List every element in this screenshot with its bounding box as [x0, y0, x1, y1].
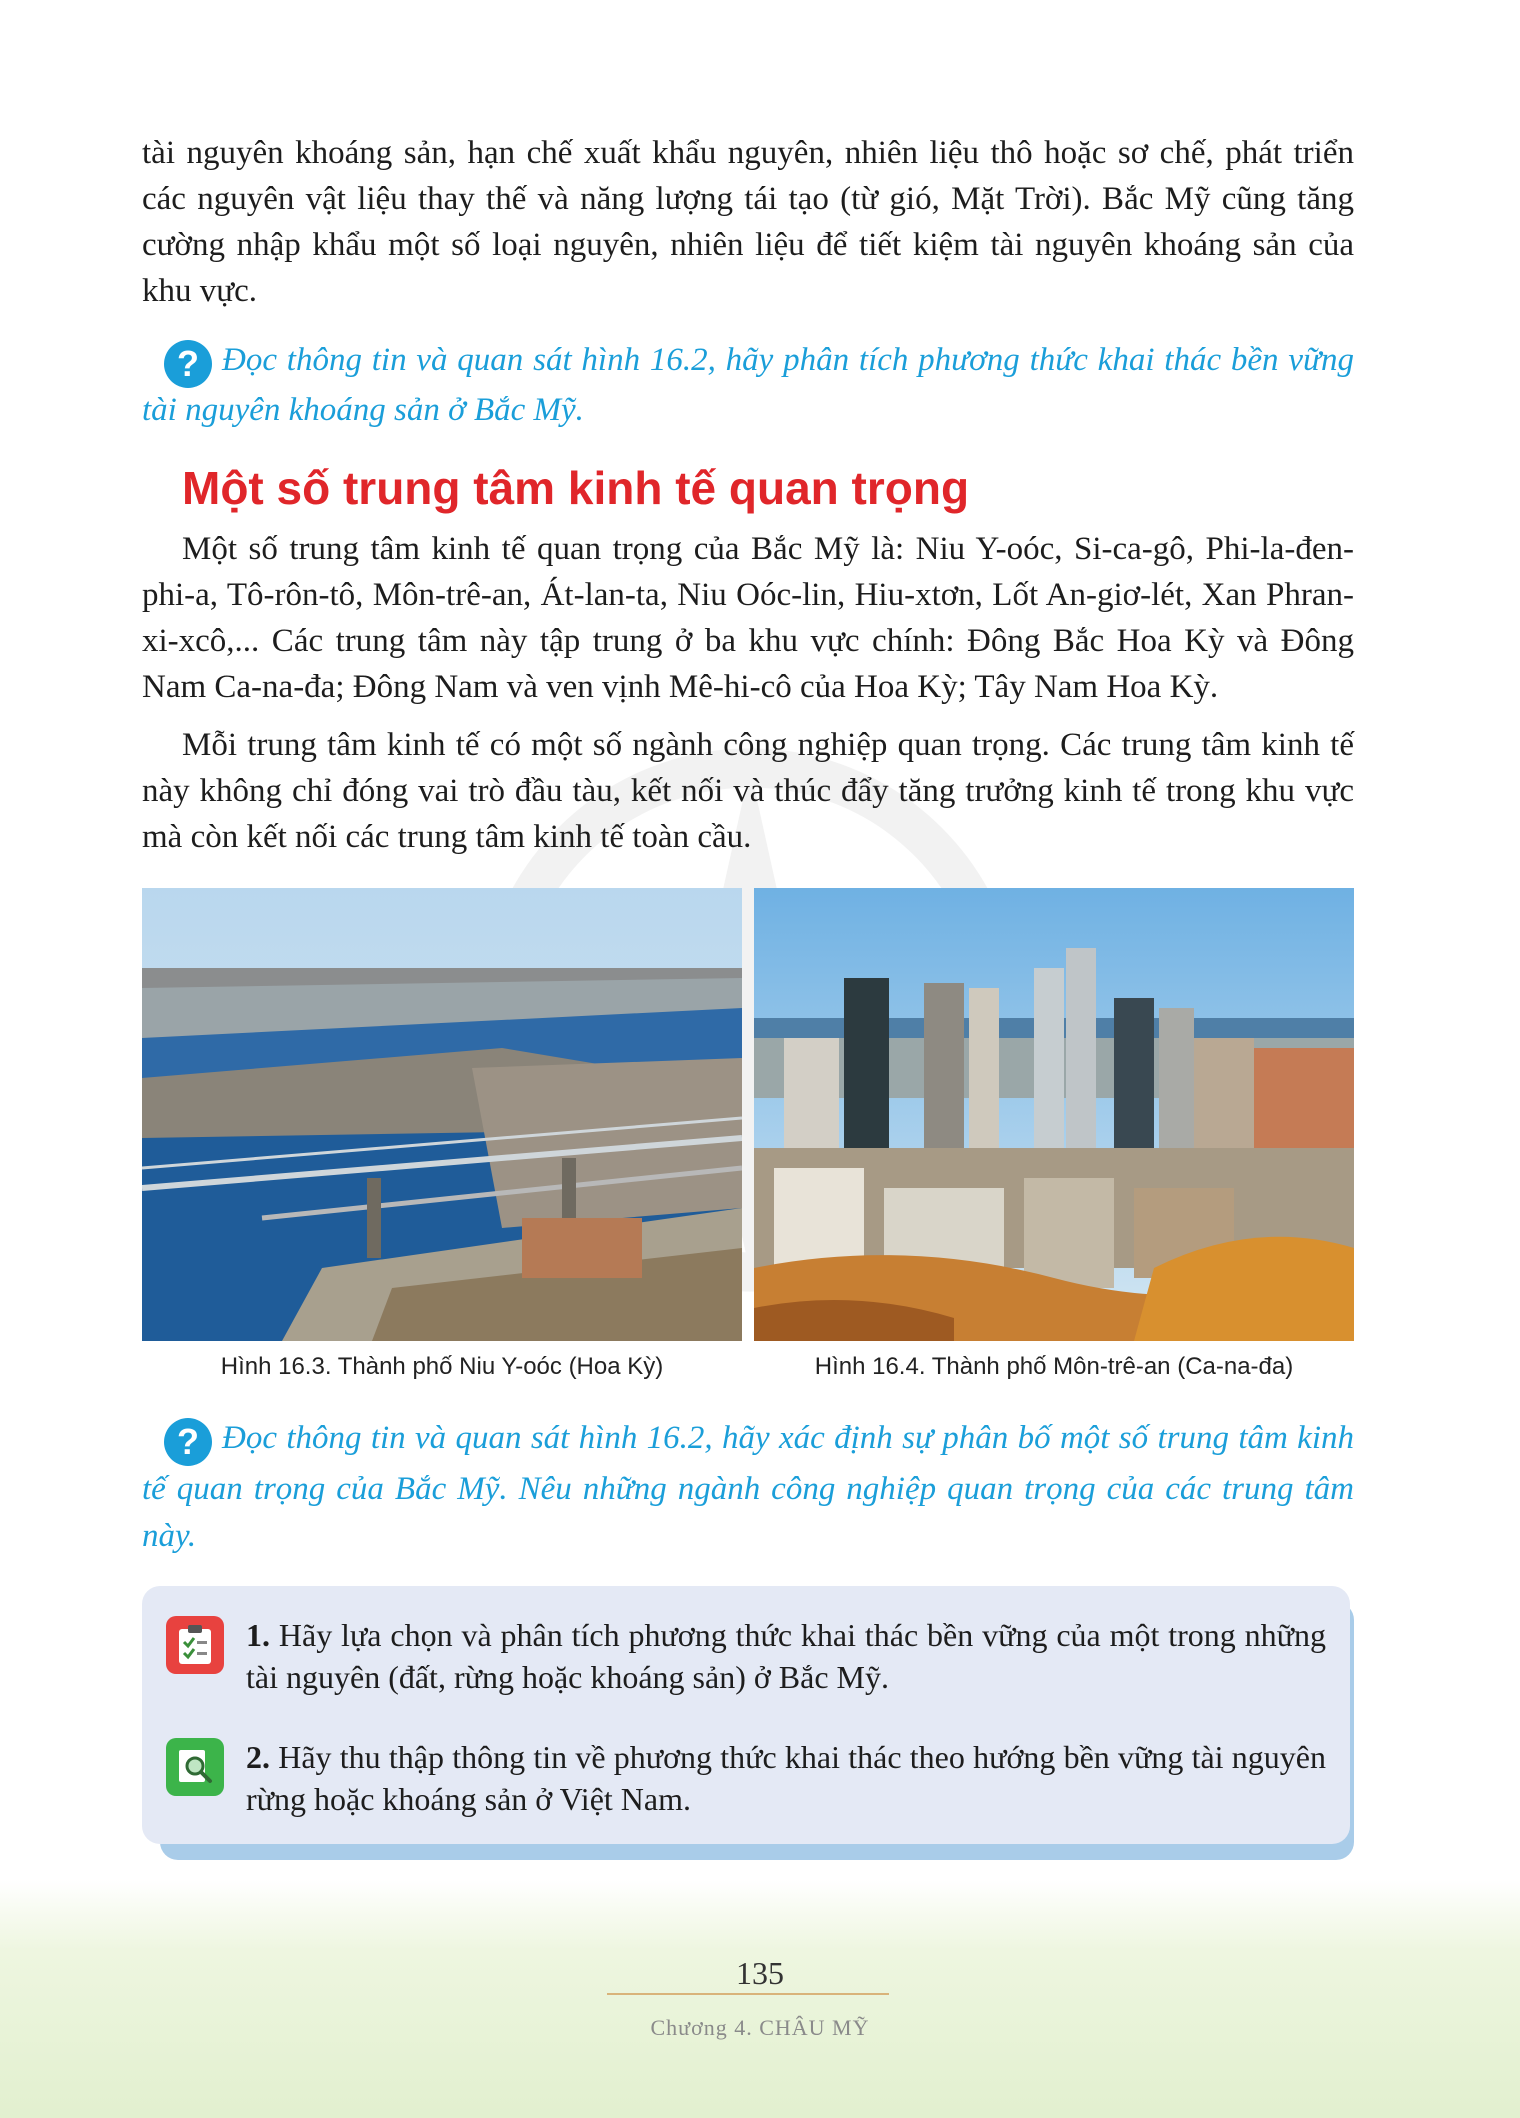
section-title: Một số trung tâm kinh tế quan trọng — [182, 462, 970, 514]
activity-item-2 — [166, 1736, 1326, 1820]
footer-divider — [607, 1993, 889, 1995]
page-number: 135 — [736, 1955, 784, 1991]
paragraph-economic-centers: Một số trung tâm kinh tế quan trọng của Bắc Mỹ là: Niu Y-oóc, Si-ca-gô, Phi-la-đen-phi-a, Tô-rôn-tô, Môn-trê-an, Át-lan-ta, Niu Oóc-lin, Hiu-xtơn, Lốt An-giơ-lét, Xan Phran-xi-xcô,... Các trung tâm này tập trung ở ba khu vực chính: Đông Bắc Hoa Kỳ và Đông Nam Ca-na-đa; Đông Nam và ven vịnh Mê-hi-cô của Hoa Kỳ; Tây Nam Hoa Kỳ. — [142, 531, 1354, 705]
activity-number: 1. — [246, 1616, 270, 1653]
photo-new-york — [142, 888, 742, 1341]
page-content — [142, 130, 1354, 1846]
clipboard-icon — [166, 1616, 224, 1674]
figure-row — [142, 888, 1354, 1381]
question-block-2 — [142, 1415, 1354, 1560]
activity-box-panel — [142, 1586, 1350, 1844]
figure-caption-new-york: Hình 16.3. Thành phố Niu Y-oóc (Hoa Kỳ) — [220, 1353, 664, 1380]
activity-item-1 — [166, 1614, 1326, 1698]
activity-number: 2. — [246, 1738, 270, 1775]
magnifier-icon — [166, 1738, 224, 1796]
activity-2-text: Hãy thu thập thông tin về phương thức khai thác theo hướng bền vững tài nguyên rừng hoặc khoáng sản ở Việt Nam. — [246, 1738, 1327, 1817]
figure-caption-montreal: Hình 16.4. Thành phố Môn-trê-an (Ca-na-đa) — [814, 1353, 1294, 1380]
chapter-label: Chương 4. CHÂU MỸ — [650, 2015, 870, 2040]
question-block-1 — [142, 338, 1354, 432]
question-mark-icon: ? — [164, 1418, 212, 1466]
activity-box — [142, 1586, 1354, 1846]
activity-1-text: Hãy lựa chọn và phân tích phương thức khai thác bền vững của một trong những tài nguyên (đất, rừng hoặc khoáng sản) ở Bắc Mỹ. — [246, 1616, 1327, 1695]
question-2-text: Đọc thông tin và quan sát hình 16.2, hãy xác định sự phân bố một số trung tâm kinh tế quan trọng của Bắc Mỹ. Nêu những ngành công nghiệp quan trọng của các trung tâm này. — [142, 1420, 1354, 1554]
paragraph-industries: Mỗi trung tâm kinh tế có một số ngành công nghiệp quan trọng. Các trung tâm kinh tế này không chỉ đóng vai trò đầu tàu, kết nối và thúc đẩy tăng trưởng kinh tế trong khu vực mà còn kết nối các trung tâm kinh tế toàn cầu. — [142, 727, 1354, 855]
question-1-text: Đọc thông tin và quan sát hình 16.2, hãy phân tích phương thức khai thác bền vững tài nguyên khoáng sản ở Bắc Mỹ. — [142, 342, 1354, 428]
question-mark-icon: ? — [164, 340, 212, 388]
photo-montreal — [754, 888, 1354, 1341]
intro-paragraph: tài nguyên khoáng sản, hạn chế xuất khẩu nguyên, nhiên liệu thô hoặc sơ chế, phát triển các nguyên vật liệu thay thế và năng lượng tái tạo (từ gió, Mặt Trời). Bắc Mỹ cũng tăng cường nhập khẩu một số loại nguyên, nhiên liệu để tiết kiệm tài nguyên khoáng sản của khu vực. — [142, 135, 1354, 309]
figure-montreal — [754, 888, 1354, 1381]
figure-new-york — [142, 888, 742, 1381]
